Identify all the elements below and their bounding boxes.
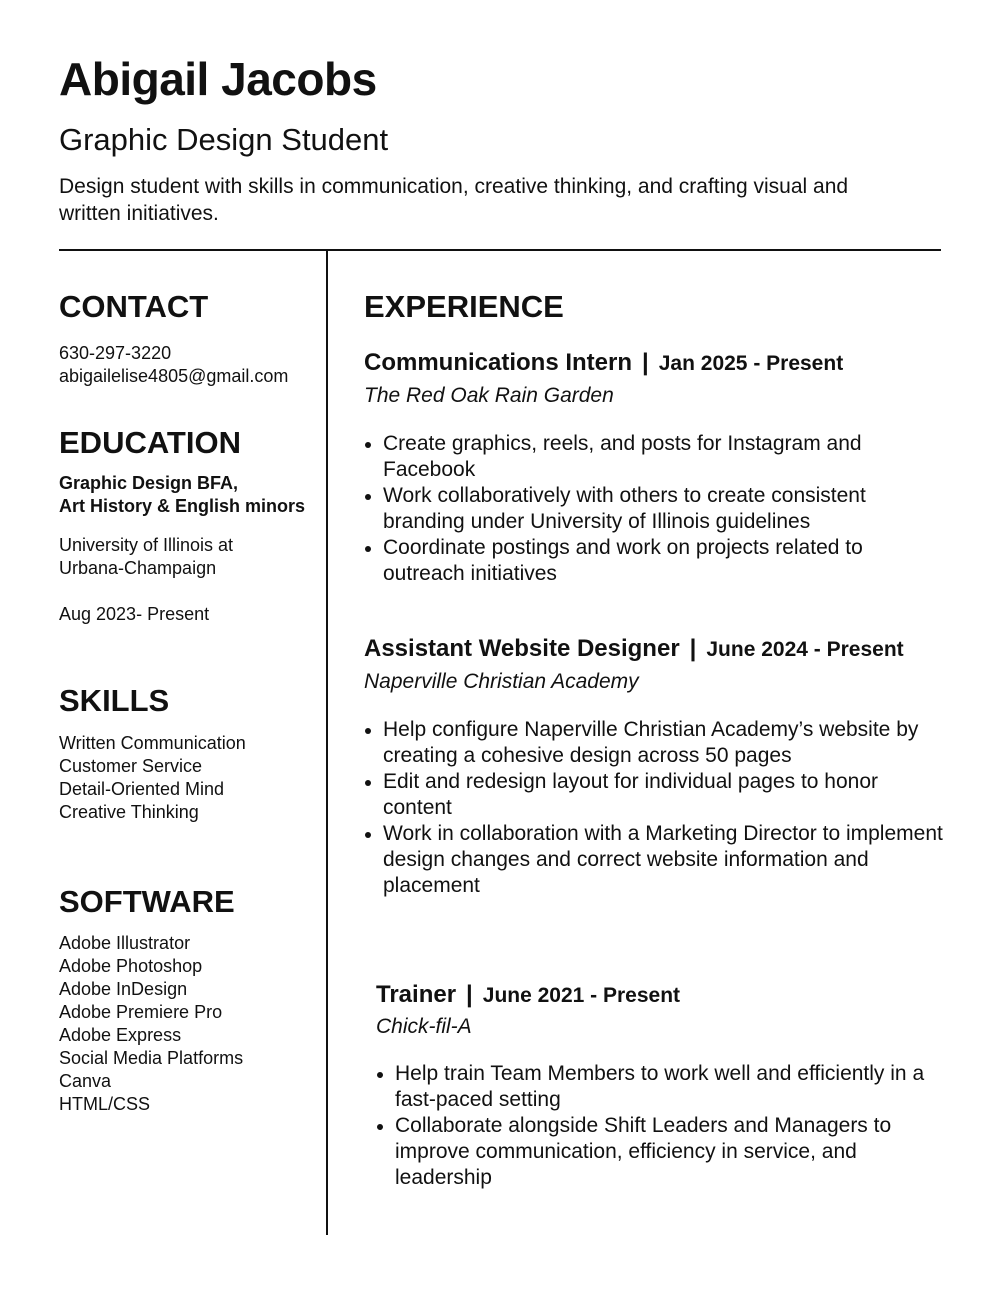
job-bullet: Help train Team Members to work well and efficiently in a fast-paced setting — [376, 1061, 926, 1113]
job-bullet: Edit and redesign layout for individual pages to honor content — [364, 769, 944, 821]
header-divider — [59, 249, 941, 251]
job-bullets — [364, 431, 944, 587]
job-bullets — [376, 1061, 926, 1191]
job-bullet: Create graphics, reels, and posts for Instagram and Facebook — [364, 431, 944, 483]
skills-list — [59, 732, 246, 824]
experience-heading: EXPERIENCE — [364, 289, 564, 324]
job-separator: | — [642, 349, 649, 376]
skill-item: Creative Thinking — [59, 802, 199, 822]
education-heading: EDUCATION — [59, 425, 241, 460]
job-separator: | — [466, 981, 473, 1008]
education-school-line1: University of Illinois at — [59, 535, 234, 555]
contact-heading: CONTACT — [59, 289, 209, 324]
skill-item: Written Communication — [59, 733, 246, 753]
job-bullet: Collaborate alongside Shift Leaders and Managers to improve communication, efficiency in service, and leadership — [376, 1113, 926, 1191]
job-bullets — [364, 717, 944, 899]
job-bullet: Coordinate postings and work on projects related to outreach initiatives — [364, 535, 944, 587]
software-item: Adobe Express — [59, 1025, 182, 1045]
job-dates: June 2021 - Present — [482, 984, 681, 1007]
contact-email: abigailelise4805@gmail.com — [59, 366, 289, 386]
job-role: Trainer — [376, 981, 457, 1008]
software-item: HTML/CSS — [59, 1094, 151, 1114]
education-school-line2: Urbana-Champaign — [59, 558, 217, 578]
software-item: Adobe Premiere Pro — [59, 1002, 223, 1022]
software-item: Adobe Photoshop — [59, 956, 203, 976]
job-organization: The Red Oak Rain Garden — [364, 384, 614, 407]
job-role: Assistant Website Designer — [364, 635, 680, 662]
software-heading: SOFTWARE — [59, 884, 235, 919]
software-item: Adobe InDesign — [59, 979, 188, 999]
education-degree-line1: Graphic Design BFA, — [59, 473, 239, 493]
job-organization: Chick-fil-A — [376, 1015, 472, 1038]
resume-summary: Design student with skills in communication, creative thinking, and crafting visual and written initiatives. — [59, 175, 849, 225]
job-bullet: Work collaboratively with others to create consistent branding under University of Illinois guidelines — [364, 483, 944, 535]
job-header — [364, 348, 843, 379]
education-degree-line2: Art History & English minors — [59, 496, 306, 516]
contact-phone: 630-297-3220 — [59, 343, 172, 363]
education-dates: Aug 2023- Present — [59, 604, 210, 624]
skill-item: Detail-Oriented Mind — [59, 779, 225, 799]
resume-title: Graphic Design Student — [59, 122, 389, 157]
job-separator: | — [689, 635, 697, 662]
skill-item: Customer Service — [59, 756, 203, 776]
job-bullet: Help configure Naperville Christian Academy’s website by creating a cohesive design across 50 pages — [364, 717, 944, 769]
resume-name: Abigail Jacobs — [59, 53, 377, 105]
job-dates: Jan 2025 - Present — [658, 352, 844, 375]
skills-heading: SKILLS — [59, 683, 170, 718]
software-item: Social Media Platforms — [59, 1048, 244, 1068]
column-divider — [326, 251, 328, 1235]
job-bullet: Work in collaboration with a Marketing Director to implement design changes and correct website information and placement — [364, 821, 944, 899]
job-dates: June 2024 - Present — [706, 638, 904, 661]
job-header — [364, 634, 904, 665]
software-item: Adobe Illustrator — [59, 933, 191, 953]
job-role: Communications Intern — [364, 349, 633, 376]
job-header — [376, 980, 680, 1011]
job-organization: Naperville Christian Academy — [364, 670, 639, 693]
software-list — [59, 932, 243, 1116]
software-item: Canva — [59, 1071, 112, 1091]
